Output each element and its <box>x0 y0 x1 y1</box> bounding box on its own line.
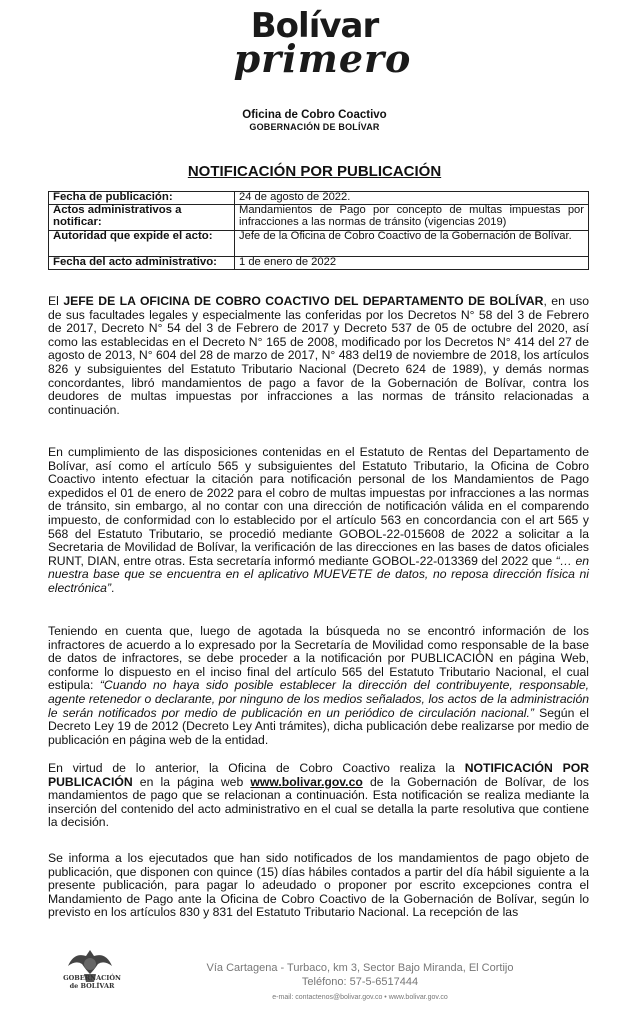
office-name: Oficina de Cobro Coactivo <box>242 109 387 121</box>
logo-bolivar-text: Bolívar <box>250 6 379 46</box>
text: . <box>111 580 115 595</box>
info-row <box>49 257 589 270</box>
text: En virtud de lo anterior, la Oficina de Cobro Coactivo realiza la <box>48 761 465 775</box>
paragraph-authority <box>48 295 589 417</box>
authority-title: JEFE DE LA OFICINA DE COBRO COACTIVO DEL DEPARTAMENTO DE BOLÍVAR <box>63 294 544 308</box>
info-row <box>49 192 589 205</box>
text: en la página web <box>132 774 251 789</box>
info-label: Fecha de publicación: <box>49 192 235 205</box>
text: de la Gobernación de Bolívar, de los mandamientos de pago que se relacionan a continuación. Esta notificación se realiza mediante la inserción del contenido del acto administrativo en el cual se detalla la parte resolutiva que contiene la decisión. <box>48 774 589 830</box>
text: El <box>48 294 64 308</box>
info-label: Autoridad que expide el acto: <box>49 231 235 257</box>
notification-type: NOTIFICACIÓN POR PUBLICACIÓN <box>48 761 589 789</box>
footer-email: e-mail: contactenos@bolivar.gov.co • www.bolivar.gov.co <box>272 994 448 1001</box>
logo-primero-text: primero <box>233 36 412 81</box>
paragraph-search <box>48 625 589 747</box>
government-name: GOBERNACIÓN DE BOLÍVAR <box>249 122 380 132</box>
info-value: 1 de enero de 2022 <box>235 257 589 270</box>
website-link[interactable]: www.bolivar.gov.co <box>250 774 363 789</box>
paragraph-payment-terms: Se informa a los ejecutados que han sido notificados de los mandamientos de pago objeto de publicación, que disponen con quince (15) días hábiles contados a partir del día hábil siguiente a la presente publicación, para pagar lo adeudado o proponer por escrito excepciones contra el Mandamiento de Pago ante la Oficina de Cobro Coactivo de la Gobernación de Bolívar, según lo previsto en los artículos 830 y 831 del Estatuto Tributario Nacional. La recepción de las <box>48 851 589 920</box>
footer-phone: Teléfono: 57-5-6517444 <box>301 976 419 988</box>
seal-label-line: GOBERNACIÓN <box>63 974 121 982</box>
seal-label-line: de BOLÍVAR <box>69 982 115 990</box>
footer-address: Vía Cartagena - Turbaco, km 3, Sector Bajo Miranda, El Cortijo <box>206 962 514 974</box>
quote: “Cuando no haya sido posible establecer la dirección del contribuyente, responsable, agente retenedor o declarante, por ninguno de los medios señalados, los actos de la administración le serán notificados por medio de publicación en un periódico de circulación nacional.” <box>48 678 589 720</box>
paragraph-compliance <box>48 446 589 596</box>
info-value: Jefe de la Oficina de Cobro Coactivo de la Gobernación de Bolívar. <box>235 231 589 257</box>
text: En cumplimiento de las disposiciones contenidas en el Estatuto de Rentas del Departamento de Bolívar, así como el artículo 565 y subsiguientes del Estatuto Tributario, la Oficina de Cobro Coactivo intento efectuar la citación para notificación personal de los Mandamientos de Pago expedidos el 01 de enero de 2022 para el cobro de multas impuestas por infracciones a las normas de tránsito, sin embargo, al no contar con una dirección de notificación válida en el comparendo impuesto, de conformidad con lo establecido por el artículo 563 en concordancia con el art 565 y 568 del Estatuto Tributario, se procedió mediante GOBOL-22-015608 de 2022 a solicitar a la Secretaria de Movilidad de Bolívar, la verificación de las direcciones en las bases de datos oficiales RUNT, DIAN, entre otras. Esta secretaría informó mediante GOBOL-22-013369 del 2022 que <box>48 445 589 568</box>
footer-seal-label <box>52 974 132 990</box>
text: Teniendo en cuenta que, luego de agotada la búsqueda no se encontró información de los infractores de acuerdo a lo expresado por la Secretaría de Movilidad como responsable de la base de datos de infractores, se debe proceder a la notificación por PUBLICACIÓN en página Web, conforme lo dispuesto en el inciso final del artículo 565 del Estatuto Tributario Nacional, el cual estipula: <box>48 624 589 693</box>
text: , en uso de sus facultades legales y especialmente las conferidas por los Decretos N° 58 del 3 de Febrero de 2017, Decreto N° 54 del 3 de Febrero de 2017 y Decreto 537 de 05 de octubre del 2020, así como las establecidas en el Decreto N° 165 de 2008, modificado por los Decretos N° 414 del 27 de agosto de 2013, N° 604 del 28 de marzo de 2017, N° 483 del19 de noviembre de 2018, los artículos 826 y subsiguientes del Estatuto Tributario Nacional (Decreto 624 de 1989), y demás normas concordantes, libró mandamientos de pago a favor de la Gobernación de Bolívar, contra los deudores de multas impuestas por infracciones a las normas de tránsito relacionadas a continuación. <box>48 294 589 417</box>
info-value: Mandamientos de Pago por concepto de multas impuestas por infracciones a las normas de tránsito (vigencias 2019) <box>235 205 589 231</box>
publication-info-table <box>48 191 589 270</box>
text: Según el Decreto Ley 19 de 2012 (Decreto Ley Anti trámites), dicha publicación debe realizarse por medio de publicación en página web de la entidad. <box>48 705 590 747</box>
info-row <box>49 205 589 231</box>
info-row <box>49 231 589 257</box>
info-label: Actos administrativos a notificar: <box>49 205 235 231</box>
info-label: Fecha del acto administrativo: <box>49 257 235 270</box>
info-value: 24 de agosto de 2022. <box>235 192 589 205</box>
document-title: NOTIFICACIÓN POR PUBLICACIÓN <box>187 163 442 180</box>
paragraph-notification <box>48 762 589 830</box>
quote: “… en nuestra base que se encuentra en el aplicativo MUEVETE de datos, no reposa dirección física ni electrónica” <box>48 553 589 595</box>
